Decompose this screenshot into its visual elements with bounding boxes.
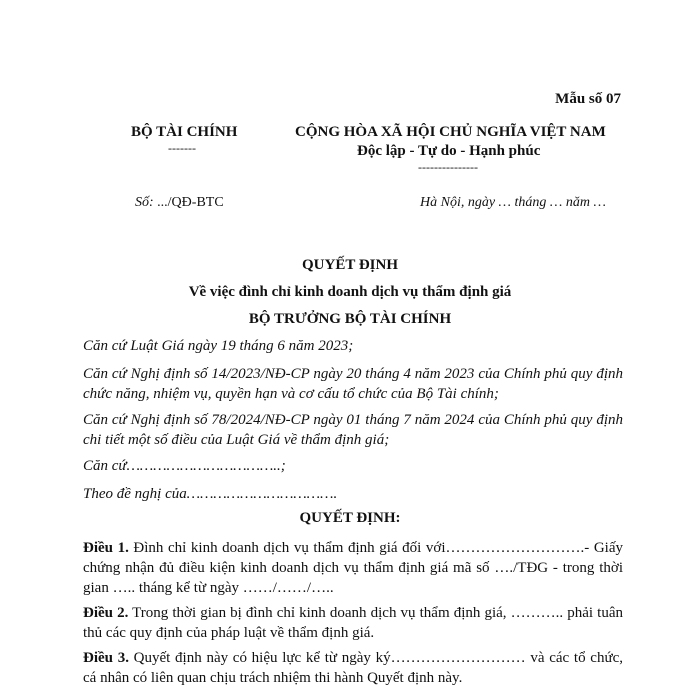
national-motto: Độc lập - Tự do - Hạnh phúc [357,143,541,159]
issuing-organization: BỘ TÀI CHÍNH [131,124,238,140]
motto-underline: --------------- [418,160,478,174]
article-2-label: Điều 2. [83,605,129,621]
legal-basis-4: Căn cứ……………………………..; [83,458,286,474]
article-3-label: Điều 3. [83,650,129,666]
proposal-line: Theo đề nghị của……………………………. [83,486,338,502]
legal-basis-1: Căn cứ Luật Giá ngày 19 tháng 6 năm 2023; [83,338,354,354]
legal-basis-2: Căn cứ Nghị định số 14/2023/NĐ-CP ngày 20 tháng 4 năm 2023 của Chính phủ quy định chức năng, nhiệm vụ, quyền hạn và cơ cấu tổ chức của Bộ Tài chính; [83,366,623,402]
decision-heading: QUYẾT ĐỊNH: [299,510,401,526]
article-3 [83,648,623,688]
article-2-text: Trong thời gian bị đình chỉ kinh doanh dịch vụ thẩm định giá, ……….. phải tuân thủ các quy định của pháp luật về thẩm định giá. [83,605,623,641]
document-heading: QUYẾT ĐỊNH [302,257,398,273]
article-3-text: Quyết định này có hiệu lực kể từ ngày ký……………………… và các tổ chức, cá nhân có liên quan chịu trách nhiệm thi hành Quyết định này. [83,650,624,686]
article-2 [83,603,623,643]
legal-basis-3: Căn cứ Nghị định số 78/2024/NĐ-CP ngày 01 tháng 7 năm 2024 của Chính phủ quy định chi tiết một số điều của Luật Giá về thẩm định giá; [83,412,623,448]
national-title: CỘNG HÒA XÃ HỘI CHỦ NGHĨA VIỆT NAM [295,124,606,140]
document-number [135,195,224,211]
article-1-label: Điều 1. [83,540,129,556]
article-1 [83,538,623,598]
form-number: Mẫu số 07 [555,91,621,107]
organization-underline: ------- [168,141,196,155]
place-and-date: Hà Nội, ngày … tháng … năm … [420,195,606,210]
article-1-text: Đình chỉ kinh doanh dịch vụ thẩm định giá đối với……………………….- Giấy chứng nhận đủ điều kiện kinh doanh dịch vụ thẩm định giá mã số …./TĐG - trong thời gian ….. tháng kể từ ngày ……/……/….. [83,540,623,596]
document-number-value: .../QĐ-BTC [157,195,224,210]
document-number-prefix: Số: [135,195,158,210]
document-subject: Về việc đình chỉ kinh doanh dịch vụ thẩm định giá [188,284,512,300]
issuing-authority: BỘ TRƯỞNG BỘ TÀI CHÍNH [248,311,452,327]
